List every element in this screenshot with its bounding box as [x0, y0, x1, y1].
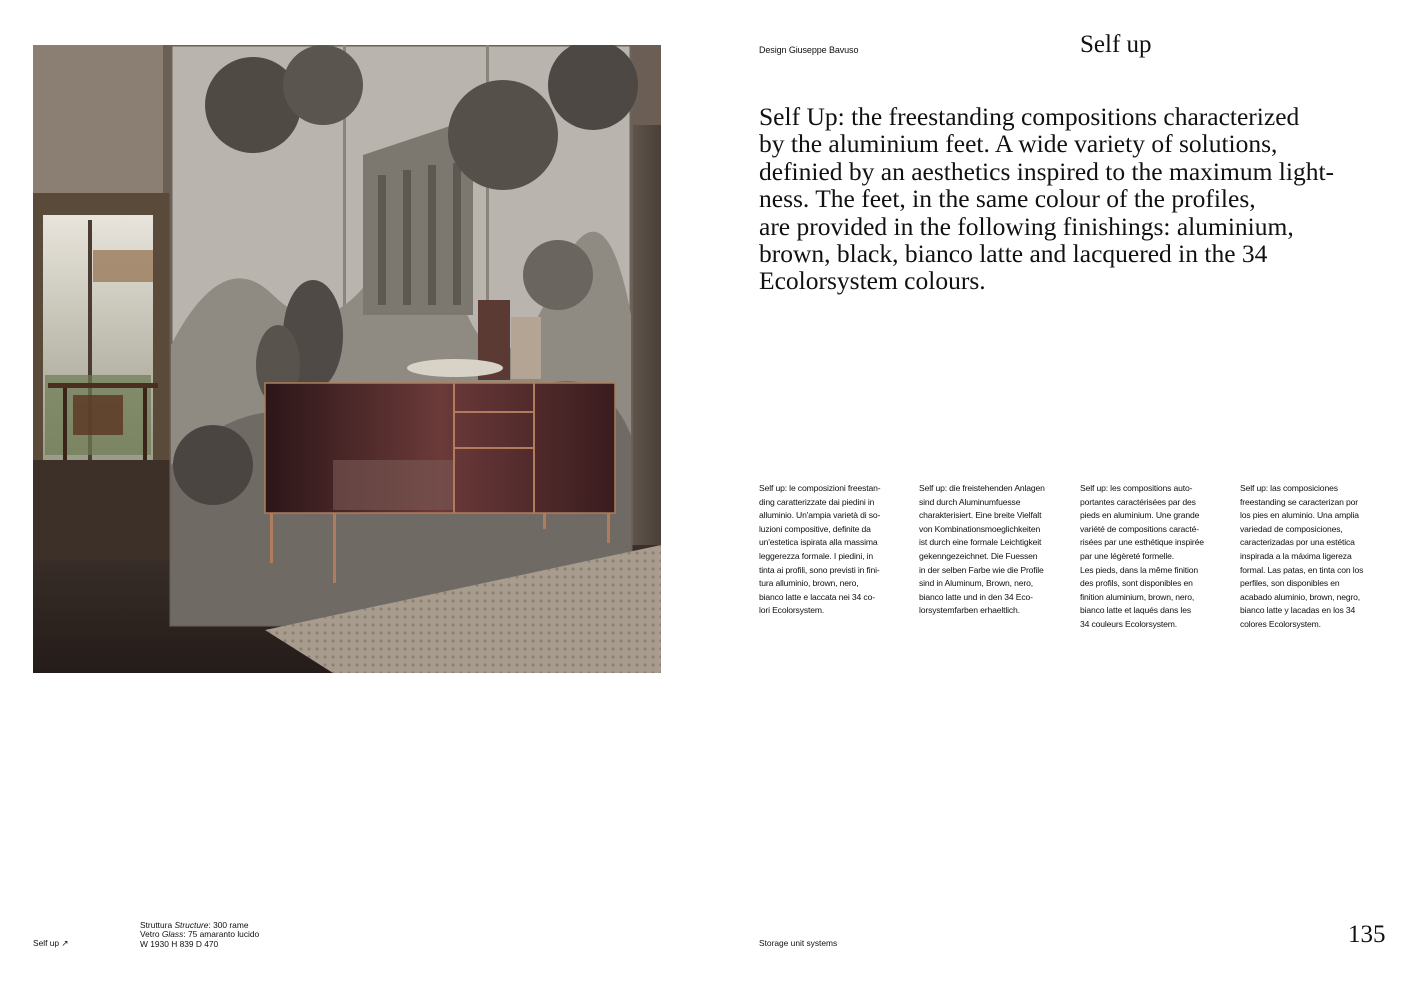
- column-line: sind durch Aluminumfuesse: [919, 496, 1021, 507]
- column-line: sind in Aluminum, Brown, nero,: [919, 578, 1033, 589]
- spec-structure-italic: Structure: [174, 920, 209, 930]
- italian-column: [759, 482, 911, 618]
- column-line: bianco latte y lacadas en los 34: [1240, 605, 1356, 616]
- column-line: variété de compositions caracté-: [1080, 523, 1199, 534]
- german-column: [919, 482, 1071, 618]
- spec-glass-value: : 75 amaranto lucido: [183, 929, 260, 940]
- column-line: caracterizadas por una estética: [1240, 537, 1355, 548]
- column-line: Self up: les compositions auto-: [1080, 483, 1193, 493]
- spec-dimensions: W 1930 H 839 D 470: [140, 938, 219, 949]
- spec-structure-label: Struttura: [140, 920, 175, 930]
- french-column: [1080, 482, 1232, 632]
- lead-line: Self Up: the freestanding compositions characterized: [759, 102, 1300, 131]
- column-line: von Kombinationsmoeglichkeiten: [919, 523, 1041, 534]
- column-line: tinta ai profili, sono previsti in fini-: [759, 564, 880, 575]
- spec-structure-value: : 300 rame: [208, 920, 249, 930]
- column-line: acabado aluminio, brown, negro,: [1240, 591, 1361, 602]
- page-number: 135: [1348, 921, 1386, 948]
- column-line: tura alluminio, brown, nero,: [759, 578, 859, 589]
- lead-line: by the aluminium feet. A wide variety of solutions,: [759, 129, 1278, 159]
- column-line: des profils, sont disponibles en: [1080, 578, 1193, 589]
- room-illustration: [33, 45, 661, 673]
- column-line: portantes caractérisées par des: [1080, 496, 1196, 507]
- column-line: variedad de composiciones,: [1240, 523, 1343, 534]
- column-line: Self up: die freistehenden Anlagen: [919, 483, 1045, 493]
- lead-paragraph: [759, 103, 1379, 295]
- column-line: los pies en aluminio. Una amplia: [1240, 510, 1359, 521]
- column-line: Les pieds, dans la même finition: [1080, 564, 1198, 575]
- column-line: pieds en aluminium. Une grande: [1080, 510, 1200, 521]
- column-line: colores Ecolorsystem.: [1240, 618, 1321, 629]
- column-line: risées par une esthétique inspirée: [1080, 537, 1204, 548]
- column-line: formal. Las patas, en tinta con los: [1240, 564, 1364, 575]
- lead-line: Ecolorsystem colours.: [759, 266, 986, 296]
- section-label: Storage unit systems: [759, 938, 838, 948]
- designer-credit: Design Giuseppe Bavuso: [759, 45, 859, 55]
- column-line: lori Ecolorsystem.: [759, 605, 825, 616]
- column-line: lorsystemfarben erhaeltlich.: [919, 605, 1020, 616]
- column-line: bianco latte et laqués dans les: [1080, 605, 1191, 616]
- spanish-column: [1240, 482, 1392, 632]
- column-line: freestanding se caracterizan por: [1240, 496, 1358, 507]
- column-line: charakterisiert. Eine breite Vielfalt: [919, 510, 1042, 521]
- column-line: ist durch eine formale Leichtigkeit: [919, 537, 1042, 548]
- product-link[interactable]: Self up ↗: [33, 938, 69, 948]
- column-line: leggerezza formale. I piedini, in: [759, 550, 873, 561]
- column-line: bianco latte und in den 34 Eco-: [919, 591, 1033, 602]
- column-line: 34 couleurs Ecolorsystem.: [1080, 618, 1178, 629]
- column-line: un'estetica ispirata alla massima: [759, 537, 878, 548]
- spec-glass-italic: Glass: [161, 929, 184, 940]
- column-line: Self up: le composizioni freestan-: [759, 483, 881, 493]
- column-line: perfiles, son disponibles en: [1240, 578, 1340, 589]
- product-spec: [140, 921, 259, 949]
- lead-line: brown, black, bianco latte and lacquered in the 34: [759, 239, 1268, 269]
- product-photo: [33, 45, 661, 673]
- column-line: luzioni compositive, definite da: [759, 523, 871, 534]
- column-line: gekenngezeichnet. Die Fuessen: [919, 550, 1038, 561]
- column-line: finition aluminium, brown, nero,: [1080, 591, 1195, 602]
- column-line: bianco latte e laccata nei 34 co-: [759, 591, 875, 602]
- lead-line: definied by an aesthetics inspired to the maximum light-: [759, 156, 1335, 186]
- lead-line: ness. The feet, in the same colour of the profiles,: [759, 184, 1256, 214]
- column-line: in der selben Farbe wie die Profile: [919, 564, 1044, 575]
- column-line: alluminio. Un'ampia varietà di so-: [759, 510, 881, 521]
- column-line: par une légèreté formelle.: [1080, 550, 1175, 561]
- column-line: Self up: las composiciones: [1240, 483, 1338, 493]
- lead-line: are provided in the following finishings: aluminium,: [759, 211, 1294, 241]
- column-line: ding caratterizzate dai piedini in: [759, 496, 875, 507]
- page-title: Self up: [1080, 31, 1152, 58]
- column-line: inspirada a la máxima ligereza: [1240, 550, 1352, 561]
- spec-glass-label: Vetro: [140, 929, 162, 940]
